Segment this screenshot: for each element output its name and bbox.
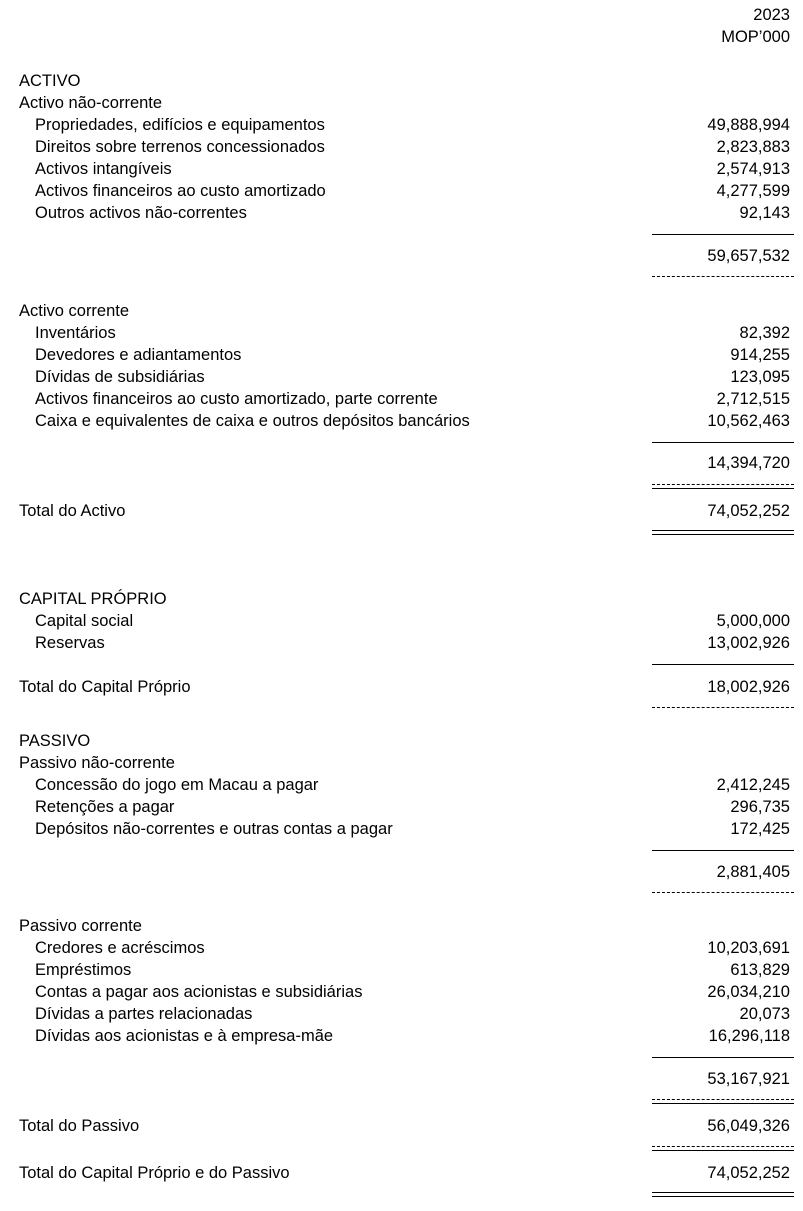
- row-value: 20,073: [739, 1005, 790, 1023]
- section-title-passivo: PASSIVO: [19, 732, 91, 750]
- grand-total-label: Total do Capital Próprio e do Passivo: [19, 1164, 290, 1182]
- rule-solid: [652, 1057, 794, 1058]
- rule-dashed: [652, 276, 794, 277]
- row-value: 16,296,118: [708, 1027, 790, 1045]
- rule-dashed: [652, 707, 794, 708]
- subtotal-value: 59,657,532: [707, 247, 790, 265]
- total-value: 74,052,252: [707, 502, 790, 520]
- row-label: Depósitos não-correntes e outras contas a pagar: [35, 820, 393, 838]
- row-value: 26,034,210: [707, 983, 790, 1001]
- grand-total-value: 74,052,252: [707, 1164, 790, 1182]
- rule-solid: [652, 488, 794, 489]
- subsection-title: Activo não-corrente: [19, 94, 163, 112]
- row-label: Caixa e equivalentes de caixa e outros depósitos bancários: [35, 412, 470, 430]
- rule-solid: [652, 1150, 794, 1151]
- row-value: 10,562,463: [707, 412, 790, 430]
- subtotal-value: 53,167,921: [707, 1070, 790, 1088]
- row-value: 2,574,913: [716, 160, 790, 178]
- row-value: 4,277,599: [716, 182, 790, 200]
- total-value: 56,049,326: [707, 1117, 790, 1135]
- rule-dashed: [652, 1099, 794, 1100]
- row-label: Dívidas aos acionistas e à empresa-mãe: [35, 1027, 334, 1045]
- rule-dashed: [652, 1146, 794, 1147]
- subsection-title: Activo corrente: [19, 302, 130, 320]
- row-label: Direitos sobre terrenos concessionados: [35, 138, 325, 156]
- rule-solid: [652, 850, 794, 851]
- row-label: Concessão do jogo em Macau a pagar: [35, 776, 319, 794]
- row-label: Activos intangíveis: [35, 160, 172, 178]
- total-value: 18,002,926: [707, 678, 790, 696]
- row-label: Credores e acréscimos: [35, 939, 205, 957]
- rule-solid: [652, 1103, 794, 1104]
- subtotal-value: 2,881,405: [716, 863, 790, 881]
- year-header: 2023: [753, 6, 790, 24]
- rule-double: [652, 530, 794, 531]
- row-value: 13,002,926: [707, 634, 790, 652]
- row-label: Devedores e adiantamentos: [35, 346, 242, 364]
- row-label: Capital social: [35, 612, 134, 630]
- row-label: Reservas: [35, 634, 105, 652]
- total-label: Total do Activo: [19, 502, 126, 520]
- row-label: Propriedades, edifícios e equipamentos: [35, 116, 325, 134]
- row-label: Activos financeiros ao custo amortizado: [35, 182, 326, 200]
- row-value: 10,203,691: [707, 939, 790, 957]
- row-label: Dívidas a partes relacionadas: [35, 1005, 253, 1023]
- rule-solid: [652, 442, 794, 443]
- rule-solid: [652, 664, 794, 665]
- section-title-capital: CAPITAL PRÓPRIO: [19, 590, 167, 608]
- rule-double: [652, 534, 794, 535]
- total-label: Total do Passivo: [19, 1117, 140, 1135]
- row-value: 2,412,245: [716, 776, 790, 794]
- row-value: 613,829: [730, 961, 790, 979]
- rule-solid: [652, 234, 794, 235]
- row-label: Outros activos não-correntes: [35, 204, 247, 222]
- row-value: 914,255: [730, 346, 790, 364]
- subsection-title: Passivo não-corrente: [19, 754, 175, 772]
- rule-dashed: [652, 484, 794, 485]
- row-label: Dívidas de subsidiárias: [35, 368, 205, 386]
- row-value: 2,712,515: [716, 390, 790, 408]
- section-title-activo: ACTIVO: [19, 72, 81, 90]
- row-label: Empréstimos: [35, 961, 132, 979]
- row-value: 5,000,000: [716, 612, 790, 630]
- row-value: 49,888,994: [707, 116, 790, 134]
- rule-dashed: [652, 892, 794, 893]
- row-value: 172,425: [730, 820, 790, 838]
- row-value: 82,392: [739, 324, 790, 342]
- row-label: Contas a pagar aos acionistas e subsidiárias: [35, 983, 363, 1001]
- rule-double: [652, 1196, 794, 1197]
- subtotal-value: 14,394,720: [707, 454, 790, 472]
- row-value: 2,823,883: [716, 138, 790, 156]
- rule-double: [652, 1192, 794, 1193]
- row-value: 123,095: [730, 368, 790, 386]
- row-label: Activos financeiros ao custo amortizado, parte corrente: [35, 390, 438, 408]
- unit-header: MOP’000: [721, 28, 790, 46]
- row-label: Inventários: [35, 324, 116, 342]
- total-label: Total do Capital Próprio: [19, 678, 191, 696]
- row-label: Retenções a pagar: [35, 798, 175, 816]
- row-value: 92,143: [739, 204, 790, 222]
- row-value: 296,735: [730, 798, 790, 816]
- subsection-title: Passivo corrente: [19, 917, 142, 935]
